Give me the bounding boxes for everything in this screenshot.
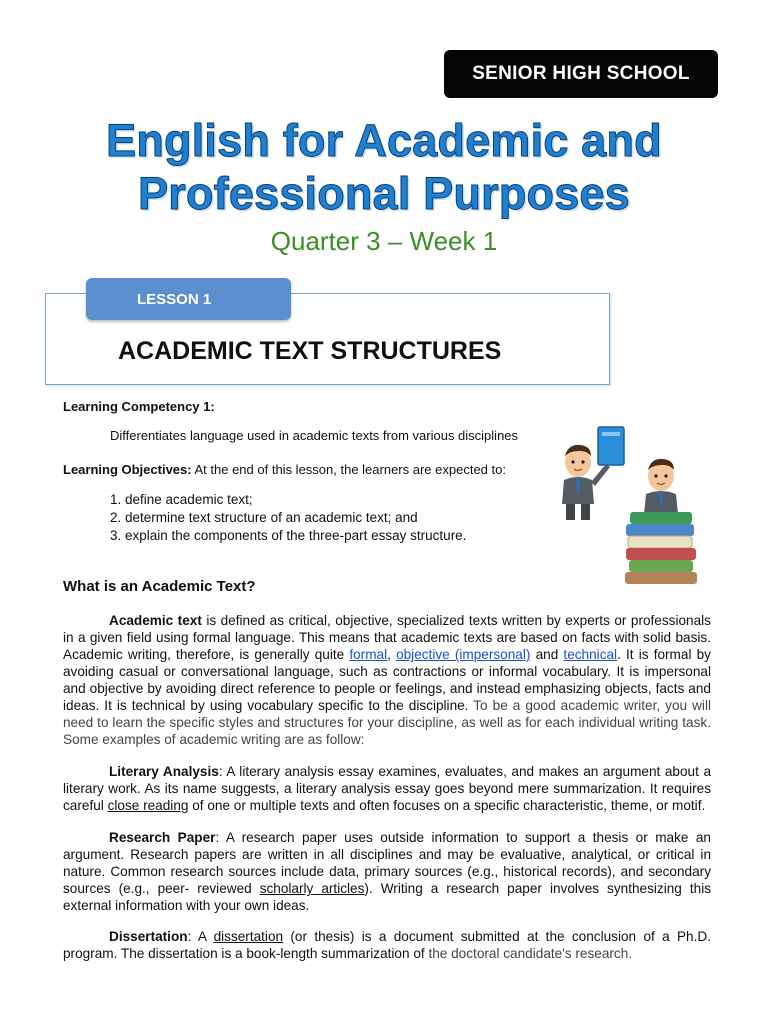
book-stack-icon bbox=[625, 512, 697, 584]
term-research-paper: Research Paper bbox=[109, 830, 216, 845]
lesson-tab bbox=[86, 278, 291, 320]
senior-high-school-badge: SENIOR HIGH SCHOOL bbox=[444, 50, 718, 98]
objective-item: 1. define academic text; bbox=[110, 492, 253, 507]
man-with-book-icon bbox=[562, 427, 624, 520]
lesson-tab-label: LESSON 1 bbox=[137, 290, 212, 308]
link-dissertation[interactable]: dissertation bbox=[213, 929, 284, 944]
literary-analysis-paragraph bbox=[63, 763, 711, 814]
para-text: , bbox=[387, 647, 397, 662]
term-literary-analysis: Literary Analysis bbox=[109, 764, 219, 779]
link-technical[interactable]: technical bbox=[563, 647, 618, 662]
link-objective[interactable]: objective (impersonal) bbox=[396, 647, 531, 662]
para-text: . It is formal by avoiding casual or conversational language, such as contractions or informal vocabulary. It is impersonal and objective by avoiding direct reference to people or feelings, and instead emphasizing objects, facts and ideas. It is technical by using vocabulary specific to the discipline. bbox=[63, 647, 711, 713]
quarter-week-subtitle: Quarter 3 – Week 1 bbox=[270, 226, 498, 256]
objectives-intro: At the end of this lesson, the learners are expected to: bbox=[194, 462, 506, 477]
objective-item: 3. explain the components of the three-part essay structure. bbox=[110, 528, 467, 543]
main-title-line-2: Professional Purposes bbox=[138, 168, 630, 219]
link-close-reading[interactable]: close reading bbox=[107, 798, 189, 813]
lesson-title: ACADEMIC TEXT STRUCTURES bbox=[118, 337, 502, 365]
objectives-line bbox=[63, 462, 506, 477]
para-text: is defined as critical, objective, specialized texts written by experts or professionals in a given field using formal language. This means that academic texts are based on facts with solid basis. Academic writing, therefore, is generally quite bbox=[63, 613, 711, 662]
man-on-books-icon bbox=[644, 459, 678, 514]
dissertation-paragraph bbox=[63, 928, 711, 962]
para-text: (or thesis) is a document submitted at the conclusion of a Ph.D. program. The dissertation is a book-length summarization of bbox=[63, 929, 711, 961]
link-scholarly-articles[interactable]: scholarly articles bbox=[259, 881, 365, 896]
para-text: of one or multiple texts and often focuses on a specific characteristic, theme, or motif. bbox=[188, 798, 706, 813]
para-text: : A bbox=[187, 929, 214, 944]
competency-label: Learning Competency 1: bbox=[63, 399, 215, 414]
objective-item: 2. determine text structure of an academic text; and bbox=[110, 510, 418, 525]
para-text: ). Writing a research paper involves synthesizing this external information with your own ideas. bbox=[63, 881, 712, 913]
para-text: : A literary analysis essay examines, evaluates, and makes an argument about a literary work. As its name suggests, a literary analysis essay goes beyond mere summarization. It requires careful bbox=[63, 764, 712, 813]
competency-text: Differentiates language used in academic texts from various disciplines bbox=[110, 428, 519, 443]
objectives-list bbox=[110, 491, 466, 545]
para-text: the doctoral candidate's research. bbox=[424, 946, 633, 961]
objectives-label: Learning Objectives: bbox=[63, 462, 192, 477]
para-text: : A research paper uses outside information to support a thesis or make an argument. Research papers are written in all disciplines and may be evaluative, analytical, or critical in nature. Common research sources include data, primary sources (e.g., historical records), and secondary sources (e.g., peer- reviewed bbox=[63, 830, 711, 896]
teachers-books-illustration bbox=[556, 424, 708, 586]
term-dissertation: Dissertation bbox=[109, 929, 188, 944]
para-text: To be a good academic writer, you will need to learn the specific styles and structures for your discipline, as well as for each individual writing task. Some examples of academic writing are as follow: bbox=[63, 698, 711, 747]
section-heading: What is an Academic Text? bbox=[63, 578, 256, 595]
academic-text-paragraph bbox=[63, 612, 711, 748]
term-academic-text: Academic text bbox=[109, 613, 202, 628]
main-title-line-1: English for Academic and bbox=[106, 115, 662, 166]
link-formal[interactable]: formal bbox=[349, 647, 388, 662]
para-text: and bbox=[530, 647, 564, 662]
research-paper-paragraph bbox=[63, 829, 711, 914]
